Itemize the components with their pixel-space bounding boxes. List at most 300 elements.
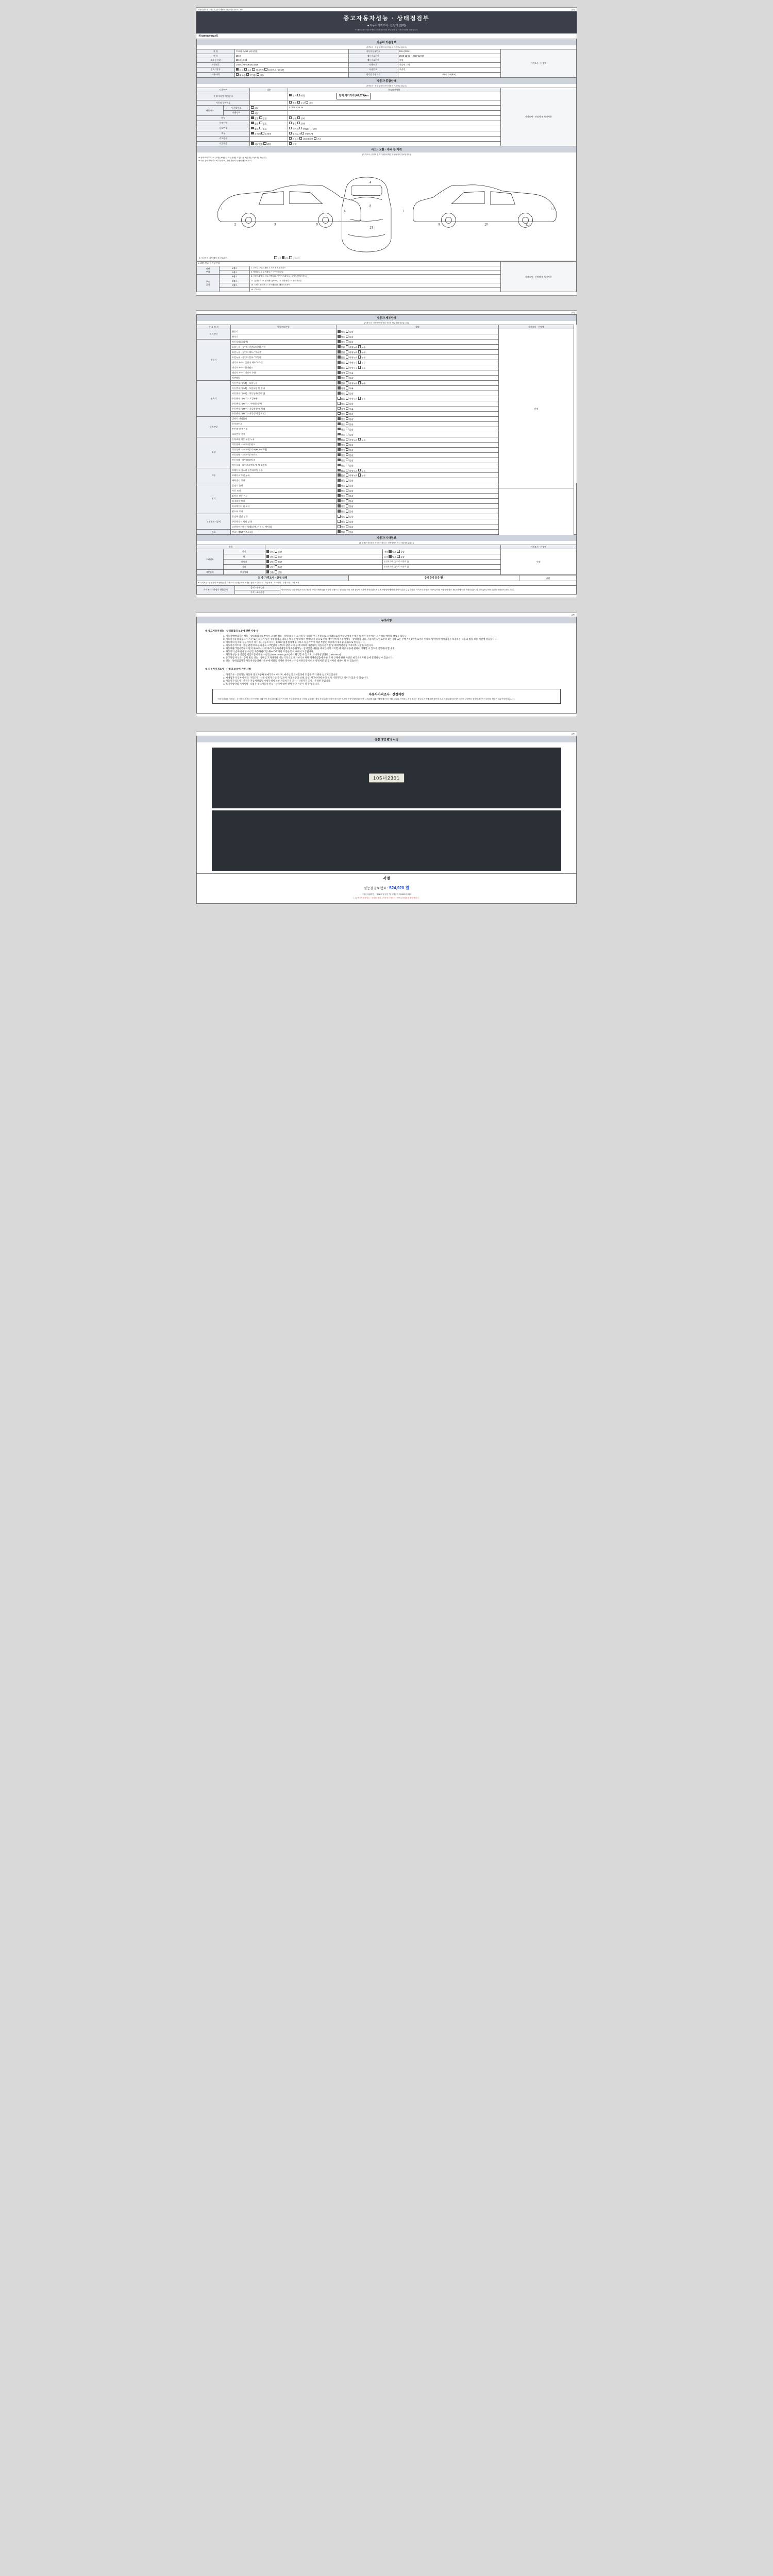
- cell-label: 사용이력: [197, 72, 235, 77]
- checkbox-etc-option[interactable]: [314, 137, 317, 140]
- checkbox-bad[interactable]: [346, 504, 349, 507]
- price-cell-1: [498, 329, 574, 488]
- row-item: 해당없음 해당: [250, 141, 288, 146]
- checkbox-good[interactable]: [266, 565, 270, 568]
- checkbox-manual[interactable]: [244, 68, 247, 71]
- item-label: 충전구 절연 상태: [230, 514, 336, 519]
- section-basic-sub: (가격조사 · 산정 항목이 아닌 자동차 기본정보 입니다.): [196, 45, 577, 49]
- row-sublabel: 일산화탄소: [223, 105, 250, 110]
- checkbox-auto[interactable]: [236, 68, 239, 71]
- checkbox-leak[interactable]: [358, 361, 361, 364]
- col-other-price: 가격조사 · 산정액: [500, 545, 576, 549]
- other-item: 기타: [223, 565, 265, 570]
- total-value: 0 0 0 0 0 0 원: [348, 575, 519, 581]
- item-state: 양호 불량: [336, 524, 498, 530]
- document-title: 중고자동차성능 · 상태점검부: [343, 15, 430, 22]
- item-label: 브레이크 마스터 실린더오일 누유: [230, 468, 336, 473]
- col-state: 점검내용사항: [288, 88, 500, 92]
- sheet-4-wrap: [0, 724, 773, 911]
- checkbox-cvt[interactable]: [264, 68, 267, 71]
- legal-footer-1: 「자동차관리법」 제58조 및 같은 법 시행규칙 제120조에 따라: [361, 893, 412, 896]
- checkbox-good[interactable]: [338, 479, 341, 482]
- row-state: 대여용 영업용 관용: [288, 126, 500, 131]
- checkbox-good[interactable]: [338, 428, 341, 431]
- damage-group-label: 주요 골격: [197, 275, 220, 292]
- checkbox-insufficient[interactable]: [346, 386, 349, 389]
- total-unit: 만원: [519, 575, 577, 581]
- sheet-3-wrap: [0, 605, 773, 724]
- checkbox-leak[interactable]: [358, 438, 361, 441]
- checkbox-bad[interactable]: [346, 330, 349, 333]
- checkbox-good[interactable]: [338, 443, 341, 446]
- item-state: 없음 미세누유 누유: [336, 437, 498, 442]
- notice-item: 8. 중고자동차 구조 · 장치 별로 성능 · 상태를 고지하거나 이는 거짓으로 표기하거나 허위 기재하였음에 따른 피해 구제에 관한 사항은 한국소비자원 등에 문의하실 수 있습니다.: [226, 656, 568, 659]
- checkbox-leak[interactable]: [358, 381, 361, 384]
- item-state: 양호 불량: [336, 488, 498, 494]
- checkbox-good[interactable]: [338, 464, 341, 467]
- item-label: 등속조인트: [230, 421, 336, 427]
- other-info-table: [196, 545, 577, 575]
- checkbox-semiauto[interactable]: [252, 68, 255, 71]
- row-label: 주행거리 및 계기상태: [197, 92, 250, 100]
- checkbox-bad[interactable]: [275, 565, 278, 568]
- item-label: 구동축전지 격리 상태: [230, 519, 336, 524]
- sheet4-topline: [196, 732, 577, 736]
- checkbox-none[interactable]: [338, 361, 341, 364]
- checkbox-leak[interactable]: [358, 355, 361, 359]
- total-table: [196, 575, 577, 585]
- checkbox-good[interactable]: [338, 433, 341, 436]
- page-ref-3: (3쪽): [571, 614, 575, 617]
- checkbox-none[interactable]: [338, 473, 341, 477]
- item-label: 발전기 출력: [230, 483, 336, 488]
- checkbox-hc[interactable]: [251, 111, 254, 114]
- section-accident-title: 사고 · 교환 · 수리 등 이력: [196, 146, 577, 152]
- checkbox-minor-leak[interactable]: [346, 469, 349, 472]
- checkbox-leak[interactable]: [358, 345, 361, 348]
- checkbox-none[interactable]: [338, 397, 341, 400]
- basic-right-header: 가격조사 · 산정액: [500, 49, 576, 78]
- checkbox-navigation[interactable]: [299, 137, 303, 140]
- svg-text:10: 10: [484, 223, 488, 227]
- checkbox-bad[interactable]: [397, 550, 400, 553]
- checkbox-bad[interactable]: [275, 560, 278, 563]
- item-label: 고전원전기배선 상태(피복, 커넥터, 케이블): [230, 524, 336, 530]
- checkbox-good[interactable]: [338, 494, 341, 497]
- item-state: 양호 불량: [336, 499, 498, 504]
- checkbox-none[interactable]: [338, 366, 341, 369]
- checkbox-leak[interactable]: [358, 473, 361, 477]
- damage-codes: 1. 후드 2. 프론트휀더 3. 도어 4. 트렁크리드: [250, 266, 500, 270]
- meter-value: 0 0 0 0 0 (km): [398, 72, 500, 77]
- other-group-label: 수리필요: [197, 549, 224, 570]
- mileage-box: 현재 계기거리 (69,079)km: [337, 93, 372, 99]
- item-state: 양호 불량: [336, 401, 498, 406]
- checkbox-history-yes[interactable]: [259, 122, 262, 125]
- col-use: 사용여부: [197, 88, 250, 92]
- checkbox-bad[interactable]: [346, 459, 349, 462]
- checkbox-recall-yes[interactable]: [263, 142, 266, 145]
- license-plate: 105너2301: [368, 773, 405, 783]
- checkbox-adequate[interactable]: [338, 386, 341, 389]
- notice-item: 6. 자동차의 손해에 대한 사항은 자동차관리법 제58조에 따라 보증한 범위 내에서 보상됩니다.: [226, 650, 568, 653]
- item-label: 오일누유 - 실린더 블록 / 오일팬: [230, 355, 336, 360]
- checkbox-bad[interactable]: [346, 340, 349, 343]
- checkbox-good[interactable]: [338, 459, 341, 462]
- checkbox-changed[interactable]: [297, 94, 300, 97]
- svg-text:9: 9: [438, 223, 440, 227]
- item-label: 자동변속기(A/T) - 작동상태(공회전): [230, 391, 336, 396]
- checkbox-good[interactable]: [338, 499, 341, 502]
- checkbox-bad[interactable]: [346, 489, 349, 492]
- item-label: 작동상태 - 스티어링 펌프: [230, 442, 336, 447]
- checkbox-none[interactable]: [338, 469, 341, 472]
- checkbox-bad[interactable]: [346, 525, 349, 528]
- checkbox-flood[interactable]: [289, 122, 292, 125]
- checkbox-bad[interactable]: [346, 422, 349, 426]
- notice-title: 유의사항: [196, 617, 577, 623]
- checkbox-good[interactable]: [338, 520, 341, 523]
- item-state: 양호 불량: [336, 457, 498, 463]
- checkbox-none[interactable]: [338, 345, 341, 348]
- other-state-2: 내장 양호 불량: [383, 549, 500, 554]
- item-state: 양호 불량: [336, 442, 498, 447]
- checkbox-bad[interactable]: [397, 555, 400, 558]
- checkbox-bad[interactable]: [346, 412, 349, 415]
- checkbox-good[interactable]: [266, 550, 270, 553]
- checkbox-insufficient[interactable]: [346, 371, 349, 374]
- checkbox-insufficient[interactable]: [346, 407, 349, 410]
- col-other-item: 항목: [197, 545, 265, 549]
- checkbox-good[interactable]: [338, 489, 341, 492]
- group-label: 조향: [197, 437, 231, 468]
- checkbox-accident-no[interactable]: [282, 256, 285, 259]
- opt-label: 자동: [239, 68, 244, 71]
- checkbox-good[interactable]: [389, 555, 392, 558]
- row-state: 침수 화재: [288, 121, 500, 126]
- checkbox-bad[interactable]: [346, 453, 349, 456]
- checkbox-minor-leak[interactable]: [346, 361, 349, 364]
- other-item: 외장: [223, 549, 265, 554]
- checkbox-rental2[interactable]: [289, 127, 292, 130]
- checkbox-leak[interactable]: [358, 469, 361, 472]
- item-state: 양호 불량: [336, 432, 498, 437]
- checkbox-good[interactable]: [389, 550, 392, 553]
- checkbox-minor-leak[interactable]: [346, 381, 349, 384]
- item-state: 양호 불량: [336, 427, 498, 432]
- group-label: 연료: [197, 530, 231, 535]
- checkbox-good[interactable]: [338, 412, 341, 415]
- item-label: 냉각수 누수 - 냉각수 수량: [230, 370, 336, 376]
- row-item: [250, 100, 288, 105]
- checkbox-adequate[interactable]: [338, 371, 341, 374]
- row-state: 실제 변경 현재 계기거리 (69,079)km: [288, 92, 500, 100]
- cell-label: 사용연료: [348, 63, 398, 67]
- checkbox-good[interactable]: [338, 525, 341, 528]
- checkbox-achromatic[interactable]: [251, 132, 254, 135]
- cell-label: 변속기종류: [197, 67, 235, 72]
- checkbox-leak[interactable]: [358, 397, 361, 400]
- checkbox-accident-yes[interactable]: [274, 256, 277, 259]
- sheet-topline: [196, 8, 577, 11]
- damage-rank: B랭크: [220, 279, 250, 283]
- checkbox-altered[interactable]: [306, 101, 309, 104]
- cell-value: 2025-12-03 ~ 2027-12-02: [398, 54, 500, 58]
- overall-right-header: 가격조사 · 산정액 및 특기사항: [500, 88, 576, 146]
- checkbox-minor-leak[interactable]: [346, 397, 349, 400]
- price-cell-2: [574, 483, 577, 535]
- checkbox-usechange-none[interactable]: [251, 127, 254, 130]
- checkbox-good[interactable]: [338, 340, 341, 343]
- other-item: 보유상태: [223, 570, 265, 575]
- checkbox-bad[interactable]: [346, 428, 349, 431]
- item-label: 작동상태 - 파워crew링크: [230, 457, 336, 463]
- notice-heading-1: ※ 중고자동차성능 · 상태점검의 보증에 관한 사항 등: [205, 630, 259, 633]
- checkbox-recall-none[interactable]: [251, 142, 254, 145]
- car-diagram-opts: [274, 256, 300, 260]
- checkbox-good[interactable]: [338, 422, 341, 426]
- inspection-photo-underbody: [212, 810, 561, 871]
- checkbox-bad[interactable]: [346, 433, 349, 436]
- checkbox-leak[interactable]: [358, 366, 361, 369]
- checkbox-business[interactable]: [246, 73, 249, 76]
- item-state: 양호 불량: [336, 514, 498, 519]
- cell-value: 종합: [398, 58, 500, 63]
- checkbox-recall-done[interactable]: [289, 142, 292, 145]
- checkbox-bad[interactable]: [346, 443, 349, 446]
- opt-label: 단순수리: [292, 257, 300, 260]
- checkbox-simple-repair[interactable]: [289, 256, 292, 259]
- notice-item: 4. 자동차가격조사 · 산정 관련에 따른 내용도 고객(임의 규정)과 관련 고시 등에 의하여 마련되며, 자동차관리법 및 매매계약서상 고지의무 사항을 따릅니다.: [226, 644, 568, 647]
- cell-value: JTMA1RFV0KD115226: [234, 63, 348, 67]
- checkbox-minor-leak[interactable]: [346, 355, 349, 359]
- checkbox-have[interactable]: [266, 570, 270, 573]
- checkbox-bad[interactable]: [346, 510, 349, 513]
- checkbox-good[interactable]: [266, 560, 270, 563]
- row-state: 구조 장치: [288, 115, 500, 121]
- col-other-state: [265, 545, 500, 549]
- checkbox-good[interactable]: [338, 335, 341, 338]
- opt-label: 대여용: [239, 73, 246, 76]
- section-overall-title: 자동차 종합상태: [196, 78, 577, 84]
- row-item: 무채색 유채색: [250, 131, 288, 136]
- col-major-device: 주 요 장 치: [197, 325, 231, 329]
- definition-box: [212, 689, 561, 704]
- row-state: [288, 105, 500, 110]
- checkbox-bad[interactable]: [346, 484, 349, 487]
- checkbox-good[interactable]: [338, 330, 341, 333]
- checkbox-good[interactable]: [338, 376, 341, 379]
- item-state: 없음 미세누유 누유: [336, 355, 498, 360]
- checkbox-bad[interactable]: [346, 376, 349, 379]
- section-detail-title: 자동차 세부상태: [196, 314, 577, 321]
- notice-item: 1. 가격조사 · 산정가는 자동차 중고자동차 판매가격이 아니며, 매수인의 의사결정에 도움을 주기 위한 참고자료입니다.: [226, 673, 568, 676]
- row-label: 튜닝: [197, 115, 250, 121]
- item-label: 윈도우 모터: [230, 509, 336, 514]
- notice-item: 2. 자동차성능점검장자가 거짓 또는 오류가 있는 성능점검을 내용을 매수인에 대해서 설명/고지 함으로 인해 매수인에게 자동차성능 · 상태점검 내용, 자동차인도일로부터 1년 이내 또는 주행거리 2만킬로미터 이내의 범위에서 매매업자가 보증하는 내용의 법정 보증 기간에 상응합니다.: [226, 638, 568, 641]
- svg-text:11: 11: [525, 223, 529, 227]
- other-state: 있음 없음: [265, 570, 500, 575]
- checkbox-good[interactable]: [338, 484, 341, 487]
- checkbox-bad[interactable]: [346, 520, 349, 523]
- checkbox-good[interactable]: [338, 453, 341, 456]
- section-overall-sub: (가격조사 · 산정 항목이 아닌 자동차 기본정보 입니다.): [196, 84, 577, 88]
- checkbox-leak[interactable]: [358, 350, 361, 353]
- item-state: 양호 불량: [336, 452, 498, 457]
- checkbox-chromatic[interactable]: [261, 132, 264, 135]
- item-state: 적정 부족: [336, 386, 498, 391]
- checkbox-none[interactable]: [338, 355, 341, 359]
- checkbox-good[interactable]: [338, 504, 341, 507]
- row-item: 없음 있음: [250, 121, 288, 126]
- checkbox-partpaint[interactable]: [301, 132, 305, 135]
- sheet3-footer: [196, 714, 577, 717]
- item-label: 라디에이터 팬 모터: [230, 504, 336, 509]
- calc-left-a: 금액 · 내부검사: [234, 586, 280, 590]
- section-accident-sub: (가격조사 · 산정액 및 특기사항에 따른 자동차 이력 정보입니다.): [196, 152, 577, 156]
- checkbox-tuning-yes[interactable]: [259, 116, 262, 120]
- checkbox-adequate[interactable]: [338, 407, 341, 410]
- checkbox-bad[interactable]: [346, 479, 349, 482]
- svg-text:7: 7: [402, 210, 405, 213]
- checkbox-lost[interactable]: [289, 101, 292, 104]
- cell-label: 검사유효기간: [348, 54, 398, 58]
- signature-label: 서명: [197, 873, 576, 883]
- checkbox-bad[interactable]: [346, 392, 349, 395]
- checkbox-good[interactable]: [338, 417, 341, 420]
- row-state: 멸실 도난 변조: [288, 100, 500, 105]
- group-label: 제동: [197, 468, 231, 483]
- other-state-2: 유리 양호 불량: [383, 554, 500, 560]
- damage-rank: C랭크: [220, 283, 250, 287]
- checkbox-fullpaint[interactable]: [289, 132, 292, 135]
- checkbox-bad[interactable]: [275, 550, 278, 553]
- col-state: 상태: [336, 325, 498, 329]
- checkbox-bad[interactable]: [346, 464, 349, 467]
- checkbox-good[interactable]: [338, 392, 341, 395]
- item-state: 없음 미세누유 누유: [336, 468, 498, 473]
- group-label: 자기진단: [197, 329, 231, 340]
- other-item-2: 내장: [384, 550, 389, 553]
- item-label: 클러치 어셈블리: [230, 416, 336, 421]
- item-state: 없음 있음: [336, 530, 498, 535]
- checkbox-tuning-none[interactable]: [251, 116, 254, 120]
- checkbox-bad[interactable]: [346, 499, 349, 502]
- item-state: 양호 불량: [336, 411, 498, 416]
- svg-text:8: 8: [369, 205, 372, 209]
- notice-item: 9. 성능 · 상태점검자가 자동차성능상태기록부에 허위로 기재한 경우에는 자동차관리법에 따른 행정처분 및 형사처벌 대상이 될 수 있습니다.: [226, 659, 568, 663]
- checkbox-usechange-yes[interactable]: [259, 127, 262, 130]
- cell-label: 차 명: [197, 49, 235, 54]
- checkbox-bad[interactable]: [346, 494, 349, 497]
- item-label: 작동상태 - 스티어링 조인트: [230, 452, 336, 457]
- checkbox-yes[interactable]: [346, 530, 349, 533]
- checkbox-minor-leak[interactable]: [346, 438, 349, 441]
- sheet1-footer: [196, 292, 577, 295]
- item-state: 양호 불량: [336, 391, 498, 396]
- checkbox-official2[interactable]: [310, 127, 313, 130]
- item-state: 없음 미세누수 누수: [336, 365, 498, 370]
- cell-value: 토요타 RAV4 (4주년형 ): [234, 49, 348, 54]
- checkbox-co[interactable]: [251, 106, 254, 109]
- checkbox-none[interactable]: [338, 381, 341, 384]
- item-label: 자동변속기(A/T) - 오일누유: [230, 381, 336, 386]
- cell-value: 가솔린 기타: [398, 63, 500, 67]
- checkbox-bad[interactable]: [346, 335, 349, 338]
- accident-note-1: ※ 상태표시 부호 : X (교환), W (판금 또는 용접), C (부식), A (흠집), U (요철), T (손상): [196, 156, 577, 160]
- item-state: 양호 불량: [336, 421, 498, 427]
- other-state: 양호 불량: [265, 565, 382, 570]
- checkbox-good[interactable]: [338, 448, 341, 451]
- detail-state-table: [196, 325, 577, 535]
- checkbox-bad[interactable]: [346, 448, 349, 451]
- car-diagram-svg: [197, 163, 577, 260]
- section-detail-sub: (가격조사 · 산정 항목이 아닌 자동차 세부상태 정보입니다.): [196, 321, 577, 325]
- document-number: 제 52001490323호: [198, 35, 219, 37]
- damage-code-table: [196, 261, 577, 292]
- checkbox-minor-leak[interactable]: [346, 345, 349, 348]
- other-item-2: 유리: [384, 555, 389, 558]
- checkbox-none[interactable]: [338, 530, 341, 533]
- item-label: 시동 모터: [230, 488, 336, 494]
- checkbox-bad[interactable]: [275, 555, 278, 558]
- accident-note-2: ※ 하단 상태표시 부호에 기준하여, 기타 자동차 상태에 대하여 표기: [196, 160, 577, 163]
- checkbox-minor-leak[interactable]: [346, 350, 349, 353]
- item-label: 작동상태(공회전): [230, 340, 336, 345]
- checkbox-havenot[interactable]: [275, 570, 278, 573]
- col-item: 내용: [250, 88, 288, 92]
- checkbox-bad[interactable]: [346, 402, 349, 405]
- checkbox-bad[interactable]: [346, 417, 349, 420]
- row-item: [250, 136, 288, 141]
- checkbox-good[interactable]: [266, 555, 270, 558]
- damage-title: ※ 교환, 판금 등 이상 부위: [197, 262, 501, 266]
- checkbox-device[interactable]: [297, 116, 300, 120]
- checkbox-good[interactable]: [338, 515, 341, 518]
- svg-text:3: 3: [274, 223, 276, 227]
- checkbox-good[interactable]: [338, 510, 341, 513]
- checkbox-minor-leak[interactable]: [346, 366, 349, 369]
- checkbox-none[interactable]: [338, 438, 341, 441]
- checkbox-fire[interactable]: [297, 122, 300, 125]
- checkbox-sunroof[interactable]: [289, 137, 292, 140]
- checkbox-business2[interactable]: [299, 127, 303, 130]
- svg-text:2: 2: [234, 223, 236, 227]
- etc-detail: 운전석전/후 [ ] / 조수석전/후 [ ]: [383, 565, 500, 570]
- notice-item: 7. 자동차성능·상태점검 책임보험에 관한 사항은 (www.car365.go.kr)에서 확인할 수 있으며, 소비자상담센터 (1644-0000): [226, 653, 568, 656]
- checkbox-actual[interactable]: [289, 94, 292, 97]
- stamp-label: 인정: [536, 561, 541, 564]
- other-item: 휠: [223, 554, 265, 560]
- checkbox-official[interactable]: [257, 73, 260, 76]
- item-state: 적정 부족: [336, 370, 498, 376]
- item-state: 양호 불량: [336, 329, 498, 334]
- cell-value: 2019: [234, 54, 348, 58]
- sheet-1-wrap: [0, 0, 773, 303]
- item-state: 없음 미세누수 누수: [336, 360, 498, 365]
- checkbox-minor-leak[interactable]: [346, 473, 349, 477]
- checkbox-history-none[interactable]: [251, 122, 254, 125]
- checkbox-good[interactable]: [338, 402, 341, 405]
- checkbox-structure[interactable]: [289, 116, 292, 120]
- checkbox-stolen[interactable]: [297, 101, 300, 104]
- checkbox-bad[interactable]: [346, 515, 349, 518]
- checkbox-rental[interactable]: [236, 73, 239, 76]
- notice-item: 3. 자동차가격조사 · 산정은 자동차관리법 시행규칙에 따른 자동차가격 조사 · 산정자가 조사 · 산정한 것입니다.: [226, 680, 568, 683]
- svg-text:13: 13: [369, 226, 373, 230]
- fee-value: 524,920 원: [389, 886, 410, 891]
- checkbox-none[interactable]: [338, 350, 341, 353]
